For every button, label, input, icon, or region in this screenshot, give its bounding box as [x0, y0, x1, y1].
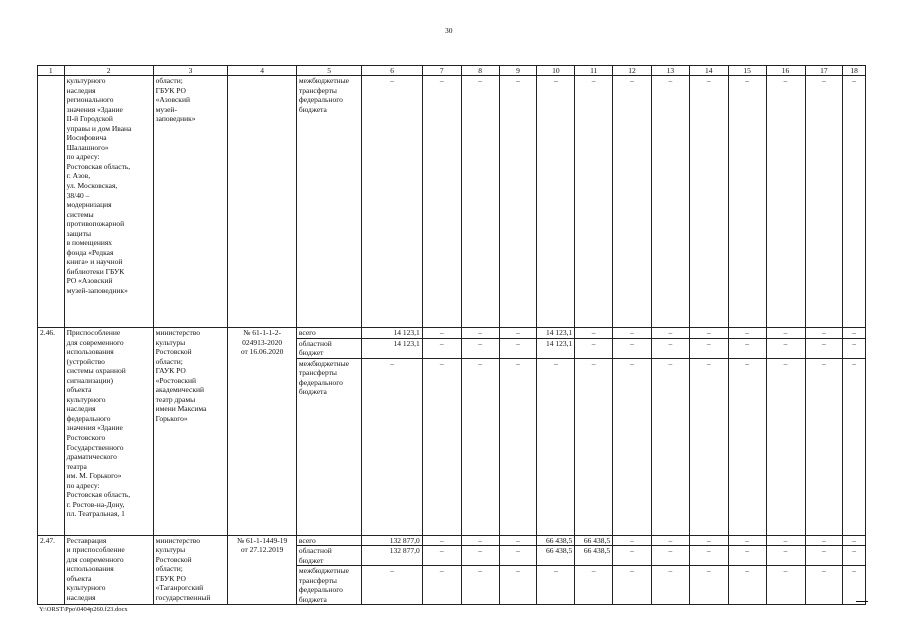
column-header-1: 1	[38, 66, 65, 76]
value-cell: –	[805, 546, 843, 566]
value-cell: –	[805, 535, 843, 546]
value-cell: –	[499, 546, 537, 566]
value-cell: –	[575, 76, 613, 328]
funding-source-cell: межбюджетные трансферты федерального бюджета	[296, 566, 362, 605]
value-cell: –	[728, 76, 766, 328]
executor-cell: министерство культуры Ростовской области; ГАУК РО «Ростовский академический театр драмы имени Максима Горького»	[153, 328, 228, 536]
value-cell: –	[766, 358, 805, 535]
value-cell: –	[843, 358, 866, 535]
document-cell: № 61-1-1-2- 024913-2020 от 16.06.2020	[228, 328, 297, 536]
value-cell: –	[575, 566, 613, 605]
column-header-11: 11	[575, 66, 613, 76]
page-corner-mark	[856, 601, 868, 602]
value-cell: –	[652, 546, 690, 566]
value-cell: –	[422, 358, 461, 535]
column-header-4: 4	[228, 66, 297, 76]
value-cell: –	[362, 358, 422, 535]
value-cell: –	[843, 328, 866, 339]
value-cell: –	[422, 546, 461, 566]
value-cell: –	[422, 328, 461, 339]
value-cell: –	[362, 76, 422, 328]
value-cell: 14 123,1	[362, 328, 422, 339]
value-cell: –	[805, 328, 843, 339]
value-cell: –	[689, 546, 728, 566]
value-cell: –	[805, 338, 843, 358]
value-cell: –	[499, 566, 537, 605]
funding-source-cell: областной бюджет	[296, 546, 362, 566]
value-cell: –	[689, 566, 728, 605]
value-cell: –	[843, 76, 866, 328]
value-cell: –	[728, 358, 766, 535]
object-description-cell: Приспособление для современного использования (устройство системы охранной сигнализации) объекта культурного наследия федерального значения «Здание Ростовского Государственного драматического театра им. М. Горького» по адресу: Ростовская область, г. Ростов-на-Дону, пл. Театральная, 1	[64, 328, 153, 536]
value-cell: –	[805, 566, 843, 605]
value-cell: –	[689, 328, 728, 339]
value-cell: –	[689, 535, 728, 546]
table-body	[38, 66, 866, 605]
value-cell: –	[537, 76, 575, 328]
row-number-cell	[38, 76, 65, 328]
value-cell: –	[652, 358, 690, 535]
value-cell: –	[689, 358, 728, 535]
table-row	[38, 76, 866, 328]
funding-source-cell: межбюджетные трансферты федерального бюджета	[296, 358, 362, 535]
table-row	[38, 328, 866, 339]
value-cell: –	[843, 546, 866, 566]
value-cell: 14 123,1	[362, 338, 422, 358]
funding-source-cell: всего	[296, 328, 362, 339]
value-cell: –	[461, 358, 499, 535]
value-cell: –	[422, 535, 461, 546]
value-cell: –	[766, 566, 805, 605]
value-cell: –	[652, 328, 690, 339]
value-cell: –	[728, 338, 766, 358]
column-header-3: 3	[153, 66, 228, 76]
value-cell: –	[805, 76, 843, 328]
value-cell: –	[766, 76, 805, 328]
value-cell: –	[461, 535, 499, 546]
value-cell: –	[613, 566, 652, 605]
object-description-cell: культурного наследия регионального значения «Здание II-й Городской управы и дом Ивана Иосифовича Шалашного» по адресу: Ростовская область, г. Азов, ул. Московская, 38/40 – модернизация системы противопожарной защиты в помещениях фонда «Редкая книга» и научной библиотеки ГБУК РО «Азовский музей-заповедник»	[64, 76, 153, 328]
value-cell: –	[613, 358, 652, 535]
column-header-6: 6	[362, 66, 422, 76]
value-cell: –	[652, 338, 690, 358]
column-header-16: 16	[766, 66, 805, 76]
value-cell: 132 877,0	[362, 546, 422, 566]
funding-source-cell: областной бюджет	[296, 338, 362, 358]
column-header-7: 7	[422, 66, 461, 76]
value-cell: –	[689, 76, 728, 328]
column-header-14: 14	[689, 66, 728, 76]
value-cell: –	[843, 566, 866, 605]
value-cell: 66 438,5	[537, 546, 575, 566]
executor-cell: министерство культуры Ростовской области; ГБУК РО «Таганрогский государственный	[153, 535, 228, 605]
value-cell: –	[613, 328, 652, 339]
value-cell: –	[461, 546, 499, 566]
value-cell: –	[652, 76, 690, 328]
value-cell: –	[766, 328, 805, 339]
value-cell: –	[499, 358, 537, 535]
column-header-8: 8	[461, 66, 499, 76]
value-cell: –	[766, 338, 805, 358]
value-cell: 66 438,5	[575, 546, 613, 566]
value-cell: –	[575, 338, 613, 358]
value-cell: –	[728, 546, 766, 566]
column-header-5: 5	[296, 66, 362, 76]
column-header-12: 12	[613, 66, 652, 76]
value-cell: –	[652, 535, 690, 546]
value-cell: –	[461, 328, 499, 339]
value-cell: –	[843, 338, 866, 358]
value-cell: –	[537, 358, 575, 535]
row-number-cell: 2.47.	[38, 535, 65, 605]
value-cell: 66 438,5	[537, 535, 575, 546]
value-cell: –	[652, 566, 690, 605]
value-cell: –	[575, 358, 613, 535]
value-cell: –	[843, 535, 866, 546]
value-cell: –	[422, 338, 461, 358]
value-cell: –	[422, 76, 461, 328]
footer-file-path: Y:\ORST\Ppo\0404p260.f23.docx	[39, 606, 128, 613]
value-cell: –	[613, 535, 652, 546]
value-cell: –	[422, 566, 461, 605]
header-row	[38, 66, 866, 76]
value-cell: –	[766, 546, 805, 566]
value-cell: 66 438,5	[575, 535, 613, 546]
value-cell: –	[499, 535, 537, 546]
column-header-18: 18	[843, 66, 866, 76]
value-cell: –	[613, 76, 652, 328]
column-header-13: 13	[652, 66, 690, 76]
value-cell: 14 123,1	[537, 338, 575, 358]
value-cell: –	[728, 328, 766, 339]
value-cell: 14 123,1	[537, 328, 575, 339]
value-cell: –	[613, 338, 652, 358]
table-row	[38, 535, 866, 546]
value-cell: –	[728, 535, 766, 546]
value-cell: –	[728, 566, 766, 605]
value-cell: –	[499, 328, 537, 339]
value-cell: –	[362, 566, 422, 605]
column-header-10: 10	[537, 66, 575, 76]
value-cell: –	[766, 535, 805, 546]
row-number-cell: 2.46.	[38, 328, 65, 536]
value-cell: –	[499, 338, 537, 358]
document-cell: № 61-1-1449-19 от 27.12.2019	[228, 535, 297, 605]
funding-source-cell: межбюджетные трансферты федерального бюджета	[296, 76, 362, 328]
value-cell: –	[461, 338, 499, 358]
value-cell: –	[575, 328, 613, 339]
value-cell: –	[613, 546, 652, 566]
value-cell: –	[537, 566, 575, 605]
budget-table	[37, 65, 866, 605]
value-cell: –	[689, 338, 728, 358]
column-header-17: 17	[805, 66, 843, 76]
object-description-cell: Реставрация и приспособление для современного использования объекта культурного наследия	[64, 535, 153, 605]
value-cell: –	[499, 76, 537, 328]
column-header-15: 15	[728, 66, 766, 76]
page-number: 30	[445, 26, 453, 35]
executor-cell: области; ГБУК РО «Азовский музей- заповедник»	[153, 76, 228, 328]
column-header-9: 9	[499, 66, 537, 76]
value-cell: –	[461, 76, 499, 328]
value-cell: –	[805, 358, 843, 535]
value-cell: 132 877,0	[362, 535, 422, 546]
document-cell	[228, 76, 297, 328]
column-header-2: 2	[64, 66, 153, 76]
funding-source-cell: всего	[296, 535, 362, 546]
value-cell: –	[461, 566, 499, 605]
